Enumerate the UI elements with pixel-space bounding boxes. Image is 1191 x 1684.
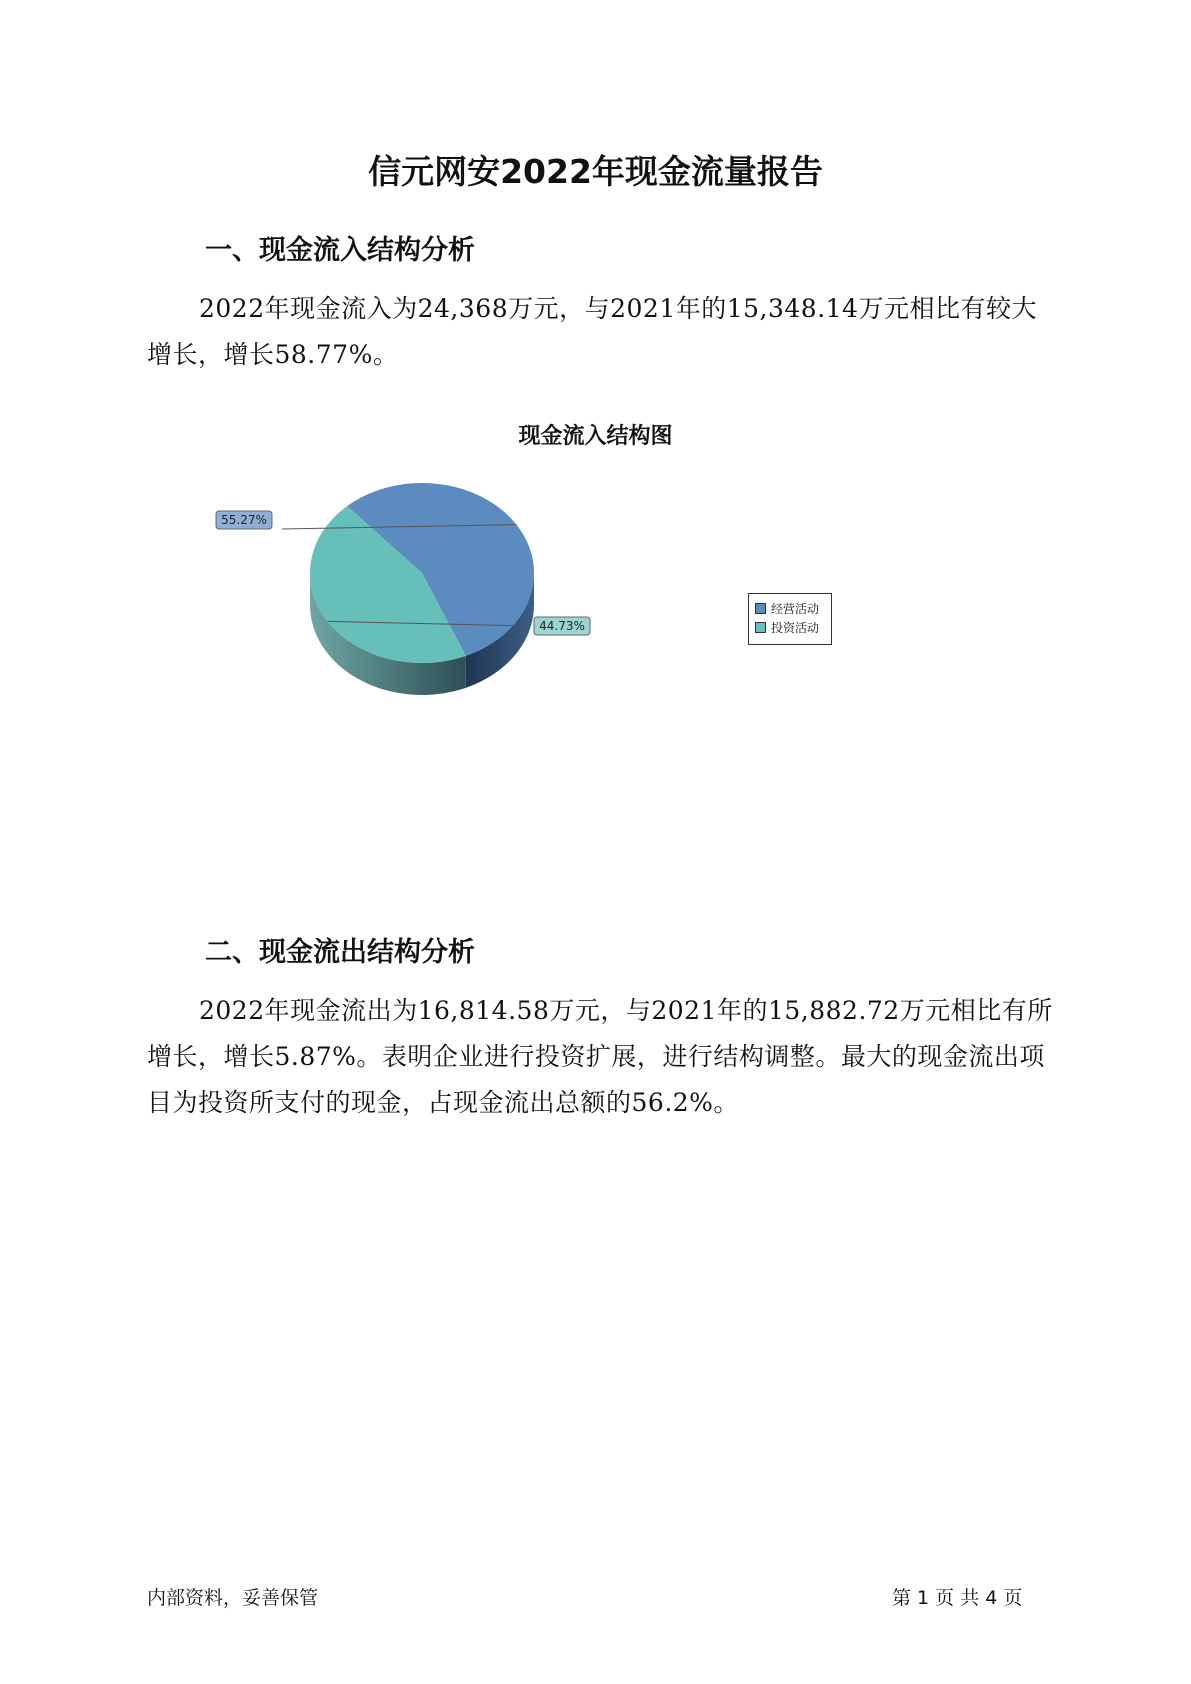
- legend-label: 经营活动: [771, 602, 820, 616]
- legend-item-investing: [755, 618, 825, 637]
- legend-swatch: [755, 603, 766, 614]
- footer-confidential: 内部资料，妥善保管: [147, 1587, 319, 1609]
- section1-paragraph: 2022年现金流入为24,368万元，与2021年的15,348.14万元相比有较大增长，增长58.77%。: [147, 294, 1037, 369]
- chart-legend: [748, 593, 832, 645]
- footer-page-number: 第 1 页 共 4 页: [892, 1587, 1023, 1609]
- document-title: 信元网安2022年现金流量报告: [368, 152, 823, 191]
- section2-heading: 二、现金流出结构分析: [205, 937, 475, 968]
- legend-item-operating: [755, 599, 825, 618]
- legend-swatch: [755, 622, 766, 633]
- pie-chart: [200, 480, 640, 720]
- section1-heading: 一、现金流入结构分析: [205, 235, 475, 266]
- legend-label: 投资活动: [771, 621, 820, 635]
- chart-title: 现金流入结构图: [518, 424, 673, 449]
- data-label: 55.27%: [221, 513, 267, 527]
- data-label: 44.73%: [539, 619, 585, 633]
- section2-paragraph: 2022年现金流出为16,814.58万元，与2021年的15,882.72万元相比有所增长，增长5.87%。表明企业进行投资扩展，进行结构调整。最大的现金流出项目为投资所支付的现金，占现金流出总额的56.2%。: [147, 996, 1053, 1117]
